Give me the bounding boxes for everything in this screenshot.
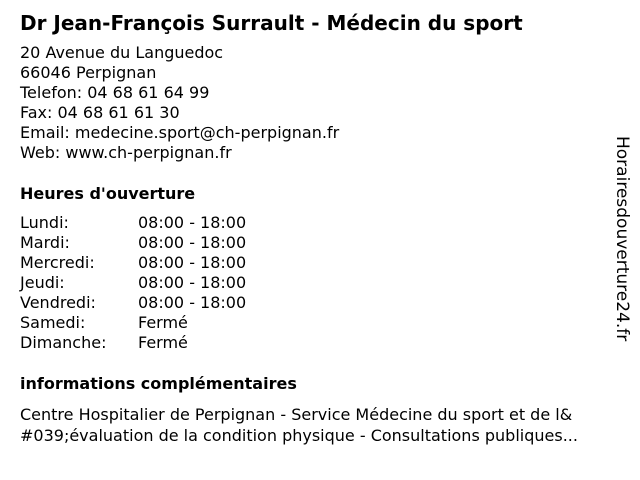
web-line: Web: www.ch-perpignan.fr <box>20 143 232 162</box>
additional-info-heading: informations complémentaires <box>20 374 297 393</box>
contact-block <box>20 43 339 163</box>
hours-row-wednesday <box>20 253 280 273</box>
opening-hours-table <box>20 213 280 353</box>
hours-row-sunday <box>20 333 280 353</box>
time-value: 08:00 - 18:00 <box>138 213 247 232</box>
additional-info-text <box>20 404 632 446</box>
day-label: Dimanche: <box>20 333 107 352</box>
day-label: Lundi: <box>20 213 69 232</box>
address-street: 20 Avenue du Languedoc <box>20 43 224 62</box>
hours-row-monday <box>20 213 280 233</box>
time-value: Fermé <box>138 313 188 332</box>
time-value: Fermé <box>138 333 188 352</box>
hours-row-tuesday <box>20 233 280 253</box>
opening-hours-heading: Heures d'ouverture <box>20 184 196 203</box>
day-label: Jeudi: <box>20 273 65 292</box>
site-watermark: Horairesdouverture24.fr <box>612 136 632 342</box>
time-value: 08:00 - 18:00 <box>138 273 247 292</box>
page-title: Dr Jean-François Surrault - Médecin du sport <box>20 11 523 35</box>
phone-line: Telefon: 04 68 61 64 99 <box>20 83 210 102</box>
info-line-2: #039;évaluation de la condition physique - Consultations publiques... <box>20 426 578 445</box>
day-label: Mardi: <box>20 233 70 252</box>
day-label: Vendredi: <box>20 293 96 312</box>
day-label: Samedi: <box>20 313 86 332</box>
address-city: 66046 Perpignan <box>20 63 157 82</box>
hours-row-saturday <box>20 313 280 333</box>
fax-line: Fax: 04 68 61 61 30 <box>20 103 180 122</box>
time-value: 08:00 - 18:00 <box>138 253 247 272</box>
info-line-1: Centre Hospitalier de Perpignan - Service Médecine du sport et de l& <box>20 405 573 424</box>
hours-row-thursday <box>20 273 280 293</box>
email-line: Email: medecine.sport@ch-perpignan.fr <box>20 123 340 142</box>
day-label: Mercredi: <box>20 253 95 272</box>
time-value: 08:00 - 18:00 <box>138 233 247 252</box>
hours-row-friday <box>20 293 280 313</box>
time-value: 08:00 - 18:00 <box>138 293 247 312</box>
